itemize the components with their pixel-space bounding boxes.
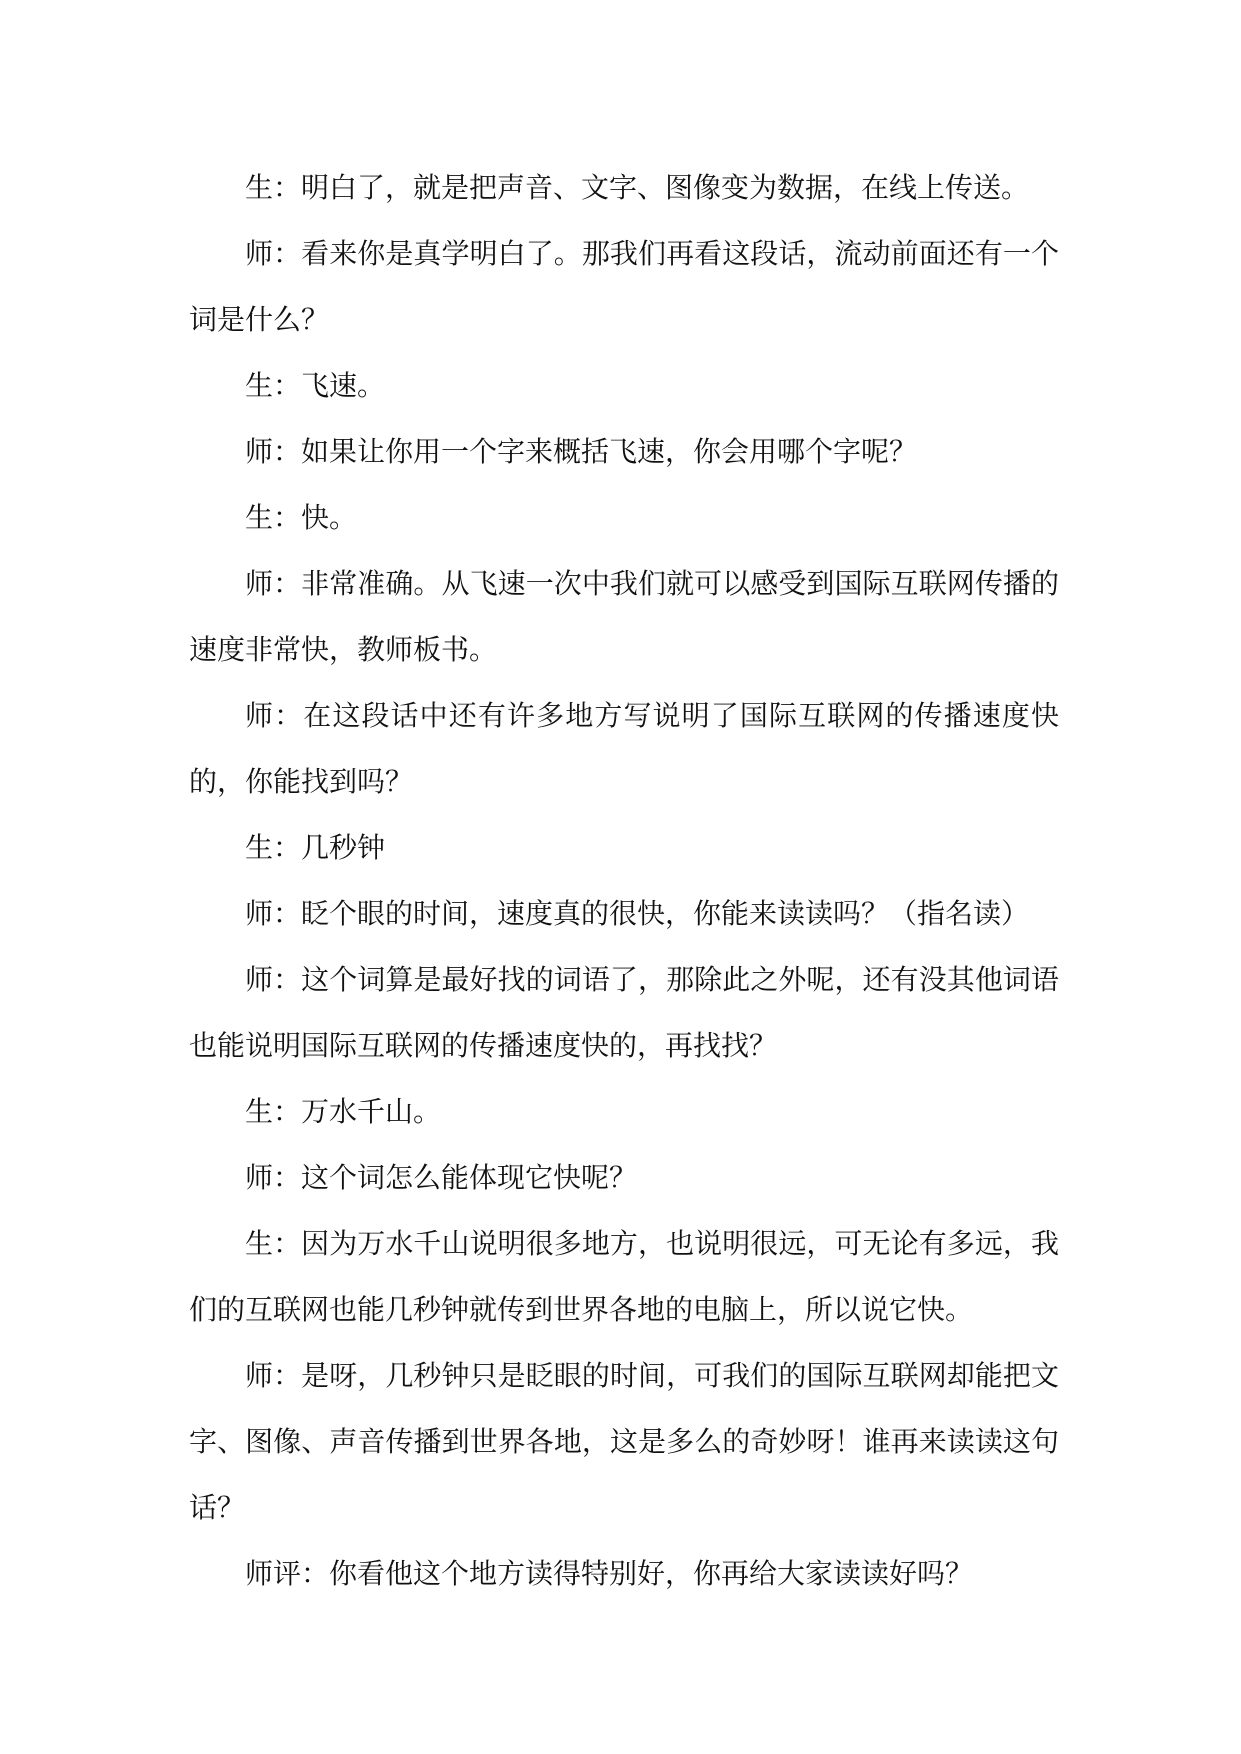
paragraph: 生：明白了，就是把声音、文字、图像变为数据，在线上传送。: [245, 171, 1030, 204]
paragraph: 师：在这段话中还有许多地方写说明了国际互联网的传播速度快的，你能找到吗？: [189, 699, 1059, 798]
paragraph: 生：快。: [245, 501, 358, 534]
paragraph: 生：几秒钟: [245, 831, 386, 864]
paragraph: 生：飞速。: [245, 369, 386, 402]
paragraph: 师：这个词算是最好找的词语了，那除此之外呢，还有没其他词语也能说明国际互联网的传播速度快的，再找找？: [189, 963, 1059, 1062]
paragraph: 生：因为万水千山说明很多地方，也说明很远，可无论有多远，我们的互联网也能几秒钟就传到世界各地的电脑上，所以说它快。: [189, 1227, 1059, 1326]
paragraph: 生：万水千山。: [245, 1095, 442, 1128]
paragraph: 师：看来你是真学明白了。那我们再看这段话，流动前面还有一个词是什么？: [189, 237, 1059, 336]
document-body: [189, 155, 1059, 1607]
paragraph: 师评：你看他这个地方读得特别好，你再给大家读读好吗？: [245, 1557, 974, 1590]
paragraph: 师：这个词怎么能体现它快呢？: [245, 1161, 638, 1194]
paragraph: 师：非常准确。从飞速一次中我们就可以感受到国际互联网传播的速度非常快，教师板书。: [189, 567, 1059, 666]
paragraph: 师：是呀，几秒钟只是眨眼的时间，可我们的国际互联网却能把文字、图像、声音传播到世界各地，这是多么的奇妙呀！谁再来读读这句话？: [189, 1359, 1059, 1524]
paragraph: 师：眨个眼的时间，速度真的很快，你能来读读吗？（指名读）: [245, 897, 1030, 930]
paragraph: 师：如果让你用一个字来概括飞速，你会用哪个字呢？: [245, 435, 918, 468]
